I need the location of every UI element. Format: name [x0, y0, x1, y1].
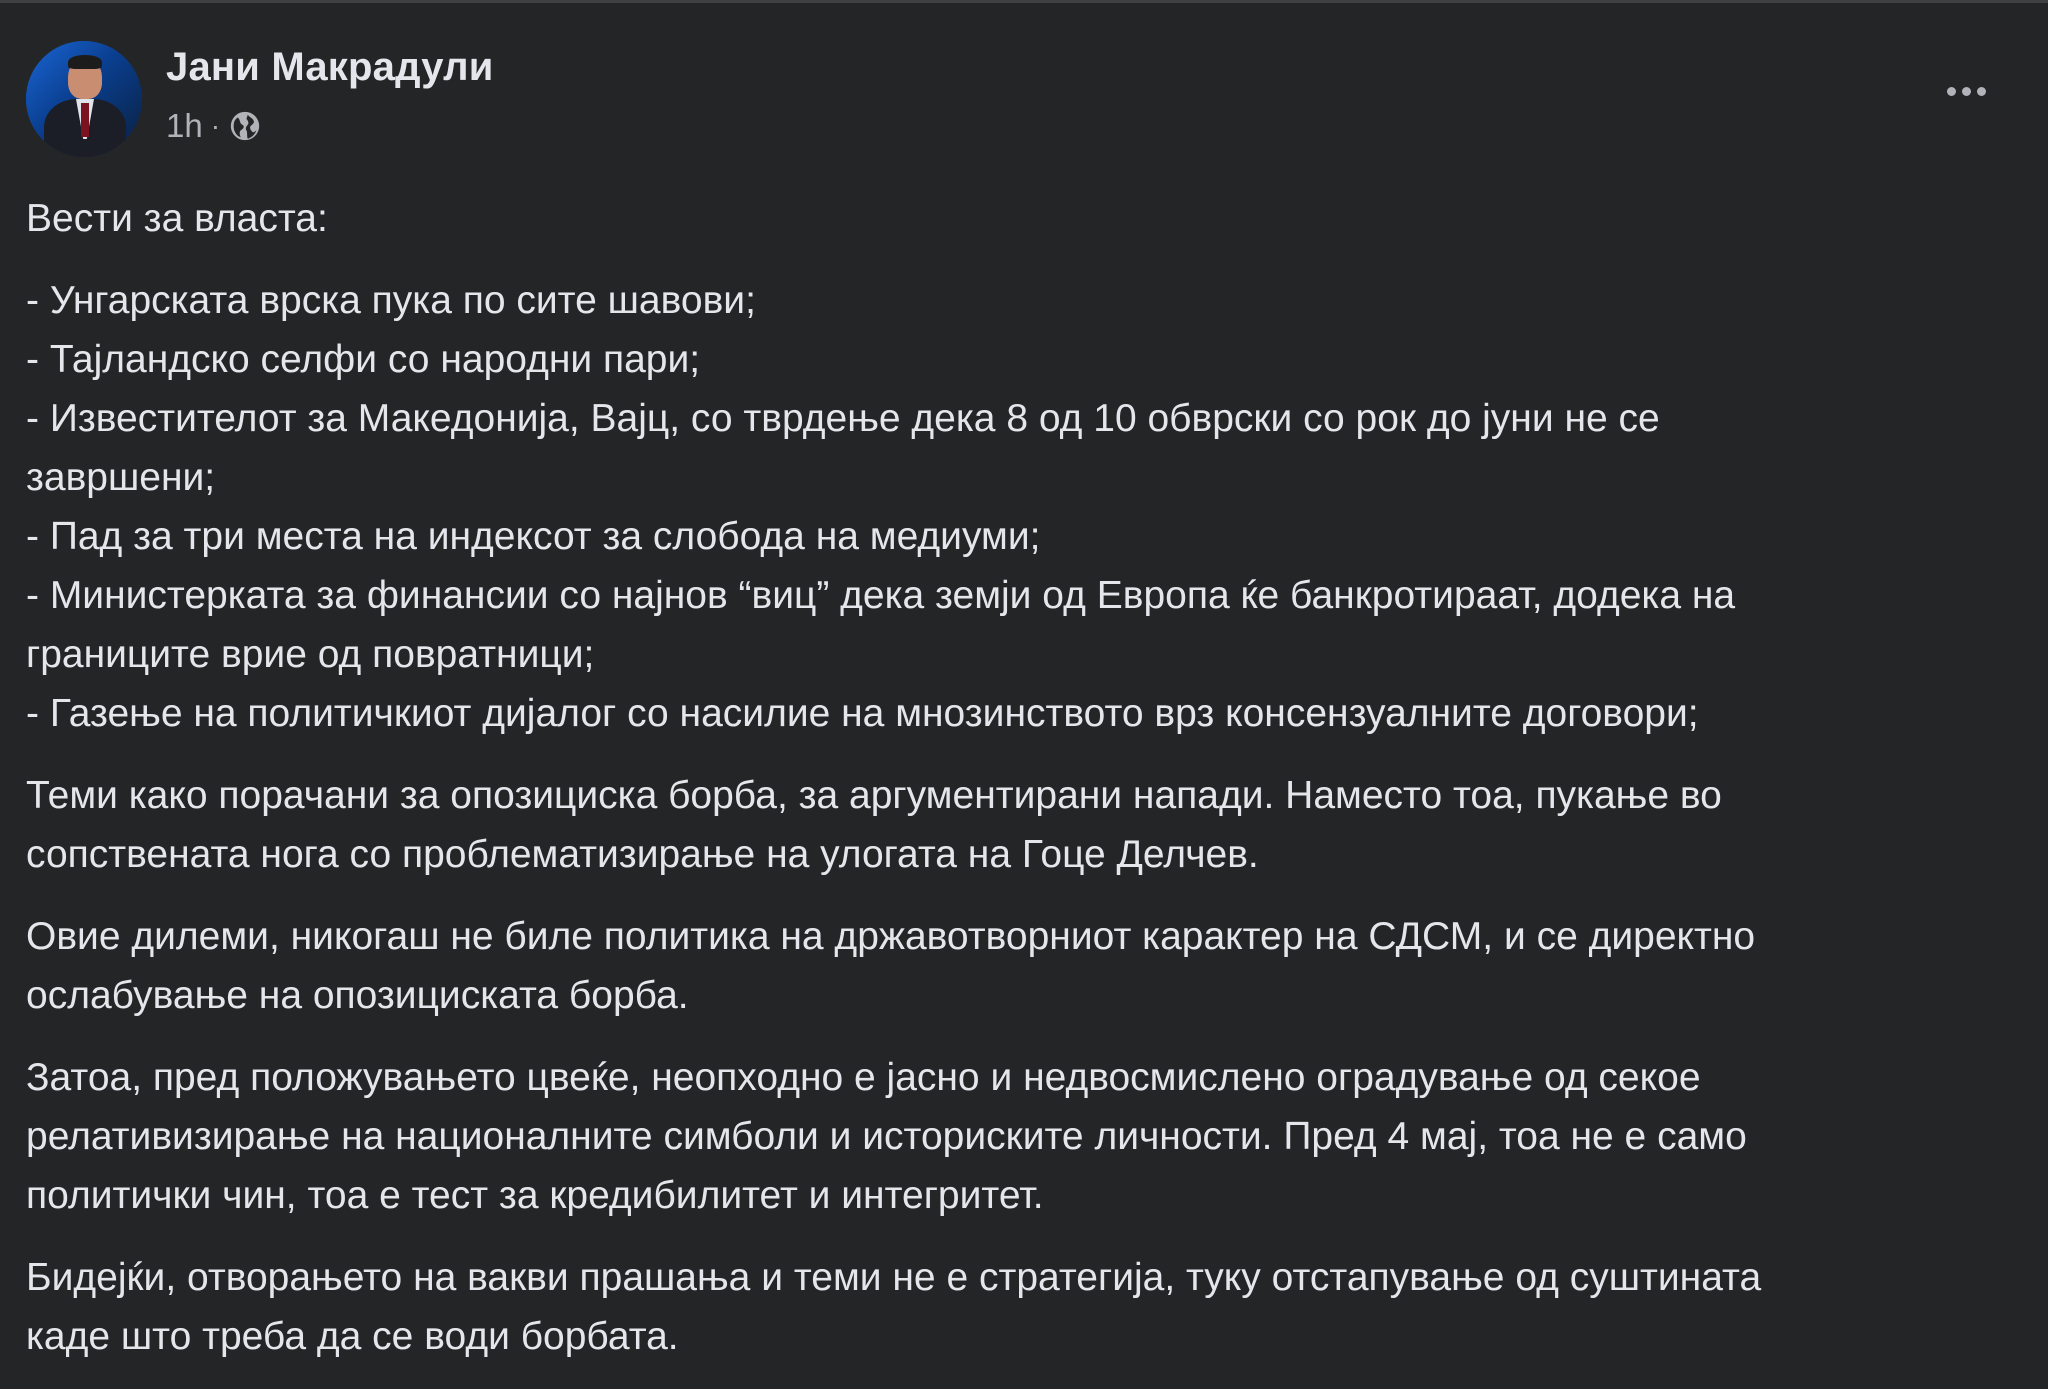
more-horizontal-icon — [1947, 87, 1956, 96]
paragraph-line: Теми како порачани за опозициска борба, за аргументирани напади. Наместо тоа, пукање во — [26, 774, 1722, 817]
meta-separator: · — [210, 110, 221, 141]
paragraph-line: релативизирање на националните симболи и историските личности. Пред 4 мај, тоа не е само — [26, 1115, 1747, 1158]
more-horizontal-icon — [1962, 87, 1971, 96]
paragraph-line: политички чин, тоа е тест за кредибилитет и интегритет. — [26, 1174, 1044, 1217]
list-item: - Тајландско селфи со народни пари; — [26, 338, 701, 381]
paragraph-line: каде што треба да се води борбата. — [26, 1315, 679, 1358]
post-meta — [166, 107, 262, 145]
globe-icon[interactable] — [228, 109, 262, 143]
paragraph-therefore — [26, 1048, 2016, 1225]
list-item: - Известителот за Македонија, Вајц, со тврдење дека 8 од 10 обврски со рок до јуни не се — [26, 397, 1660, 440]
list-item: завршени; — [26, 456, 216, 499]
post-header — [26, 41, 2016, 161]
list-item: - Министерката за финансии со најнов “виц” дека земји од Европа ќе банкротираат, додека на — [26, 574, 1736, 617]
paragraph-because — [26, 1248, 2016, 1366]
list-item: - Пад за три места на индексот за слобода на медиуми; — [26, 515, 1041, 558]
post-text — [26, 189, 2016, 1389]
list-item: - Газење на политичкиот дијалог со насилие на мнозинството врз консензуалните договори; — [26, 692, 1699, 735]
more-options-button[interactable] — [1936, 71, 1996, 111]
paragraph-dilemmas — [26, 907, 2016, 1025]
paragraph-line: сопствената нога со проблематизирање на улогата на Гоце Делчев. — [26, 833, 1259, 876]
more-horizontal-icon — [1977, 87, 1986, 96]
post-time[interactable]: 1h — [166, 107, 203, 144]
avatar-tie — [81, 103, 89, 137]
paragraph-line: Затоа, пред положувањето цвеќе, неопходно е јасно и недвосмислено оградување од секое — [26, 1056, 1701, 1099]
news-list — [26, 271, 2016, 743]
paragraph-line: Овие дилеми, никогаш не биле политика на државотворниот карактер на СДСМ, и се директно — [26, 915, 1756, 958]
list-item: границите врие од повратници; — [26, 633, 595, 676]
author-avatar[interactable] — [26, 41, 142, 157]
post-intro: Вести за власта: — [26, 197, 328, 240]
author-name[interactable]: Јани Макрадули — [166, 45, 494, 89]
paragraph-opposition-topics — [26, 766, 2016, 884]
list-item: - Унгарската врска пука по сите шавови; — [26, 279, 756, 322]
avatar-hair — [68, 55, 102, 69]
paragraph-line: ослабување на опозициската борба. — [26, 974, 689, 1017]
paragraph-line: Бидејќи, отворањето на вакви прашања и теми не е стратегија, туку отстапување од суштината — [26, 1256, 1762, 1299]
